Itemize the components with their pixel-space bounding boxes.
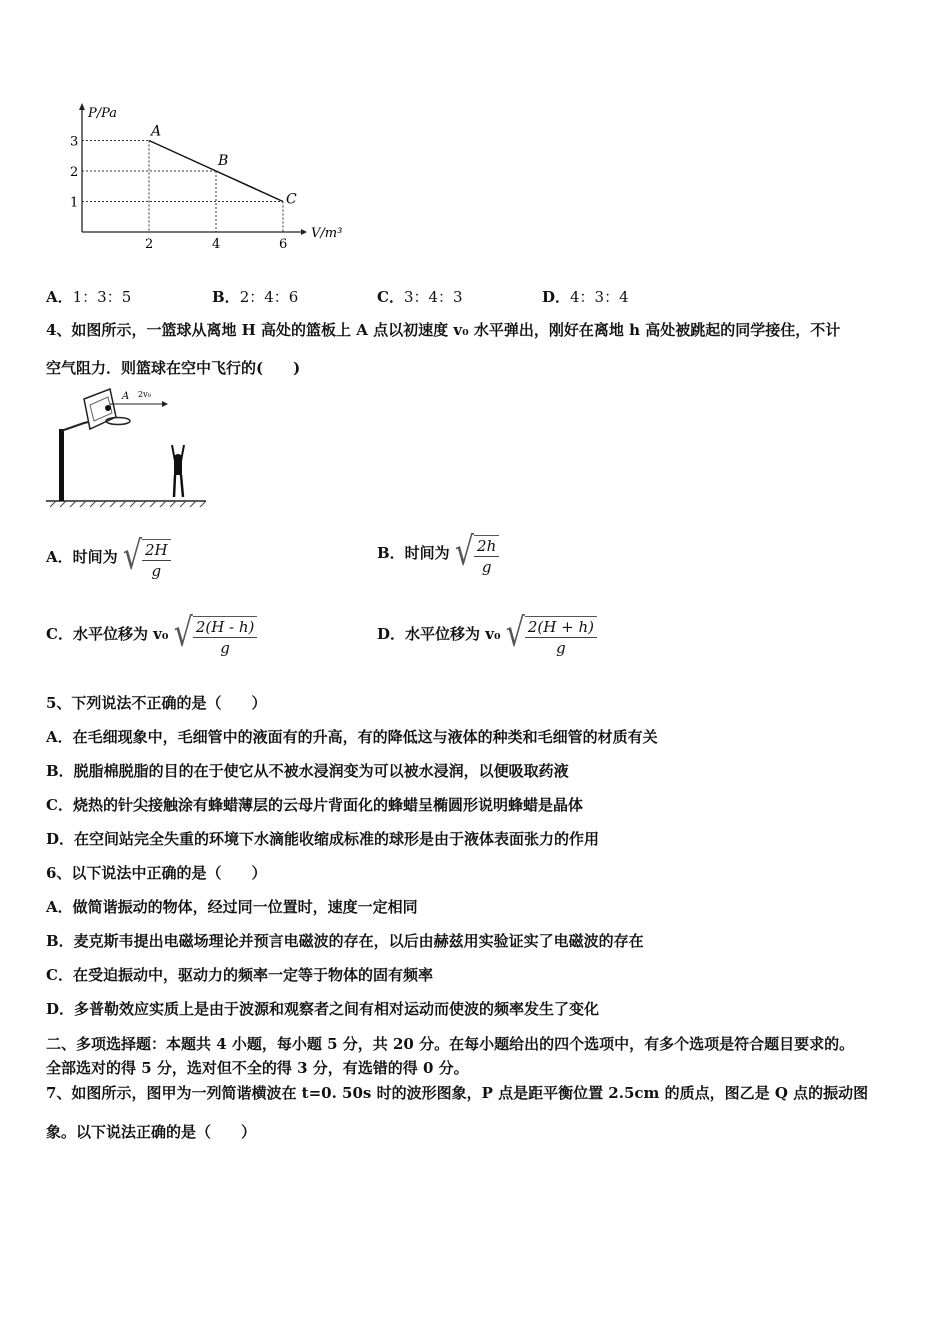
x-tick-label: 2 (145, 237, 154, 252)
q3-option-b: B．2：4：6 (212, 288, 299, 306)
y-axis-label: P/Pa (88, 106, 118, 121)
point-label-c: C (286, 191, 297, 208)
q3-option-c: C．3：4：3 (377, 288, 463, 306)
q5-option-c: C．烧热的针尖接触涂有蜂蜡薄层的云母片背面化的蜂蜡呈椭圆形说明蜂蜡是晶体 (46, 796, 583, 814)
point-label-a: A (151, 123, 162, 140)
q4-option-d: D．水平位移为 v₀ √ $\frac{2(H + h)}{g}$ (377, 612, 597, 658)
q4-stem-line2: 空气阻力．则篮球在空中飞行的( ) (46, 359, 301, 377)
y-tick-label: 1 (70, 195, 79, 211)
y-tick-label: 3 (70, 134, 79, 150)
q4-stem-line1: 4、如图所示，一篮球从离地 H 高处的篮板上 A 点以初速度 v₀ 水平弹出，刚好在离地 h 高处被跳起的同学接住，不计 (46, 321, 841, 339)
q6-option-d: D．多普勒效应实质上是由于波源和观察者之间有相对运动而使波的频率发生了变化 (46, 1000, 600, 1018)
q4-option-a: A．时间为 √ $\frac{2H}{g}$ (46, 535, 171, 581)
q5-option-b: B．脱脂棉脱脂的目的在于使它从不被水浸润变为可以被水浸润，以便吸取药液 (46, 762, 569, 780)
x-tick-label: 6 (279, 237, 288, 252)
q5-stem: 5、下列说法不正确的是（ ） (46, 694, 267, 712)
y-tick-label: 2 (70, 165, 79, 180)
q7-stem-line2: 象。以下说法正确的是（ ） (46, 1123, 257, 1141)
q6-stem: 6、以下说法中正确的是（ ） (46, 864, 267, 882)
q4-option-c: C．水平位移为 v₀ √ $\frac{2(H - h)}{g}$ (46, 612, 257, 658)
q6-option-b: B．麦克斯韦提出电磁场理论并预言电磁波的存在，以后由赫兹用实验证实了电磁波的存在 (46, 932, 644, 950)
q3-option-d: D．4：3：4 (542, 288, 629, 306)
q3-option-a: A．1：3：5 (46, 288, 132, 306)
q5-option-a: A．在毛细现象中，毛细管中的液面有的升高，有的降低这与液体的种类和毛细管的材质有关 (46, 728, 658, 746)
velocity-label: 2v₀ (138, 390, 151, 399)
x-axis-arrow (301, 229, 307, 235)
x-axis-label: V/m³ (311, 226, 343, 241)
x-tick-label: 4 (212, 237, 221, 252)
section2-line1: 二、多项选择题：本题共 4 小题，每小题 5 分，共 20 分。在每小题给出的四个选项中，有多个选项是符合题目要求的。 (46, 1035, 855, 1053)
point-label-b: B (218, 153, 229, 169)
q7-stem-line1: 7、如图所示，图甲为一列简谐横波在 t=0. 50s 时的波形图象，P 点是距平衡位置 2.5cm 的质点，图乙是 Q 点的振动图 (46, 1084, 869, 1102)
point-a-label: A (122, 391, 130, 402)
basketball-figure (44, 385, 214, 510)
q6-option-c: C．在受迫振动中，驱动力的频率一定等于物体的固有频率 (46, 966, 433, 984)
y-axis-arrow (79, 103, 85, 110)
q4-option-b: B．时间为 √ $\frac{2h}{g}$ (377, 531, 499, 577)
pv-graph (60, 100, 343, 260)
section2-line2: 全部选对的得 5 分，选对但不全的得 3 分，有选错的得 0 分。 (46, 1059, 469, 1077)
q5-option-d: D．在空间站完全失重的环境下水滴能收缩成标准的球形是由于液体表面张力的作用 (46, 830, 600, 848)
q6-option-a: A．做简谐振动的物体，经过同一位置时，速度一定相同 (46, 898, 418, 916)
